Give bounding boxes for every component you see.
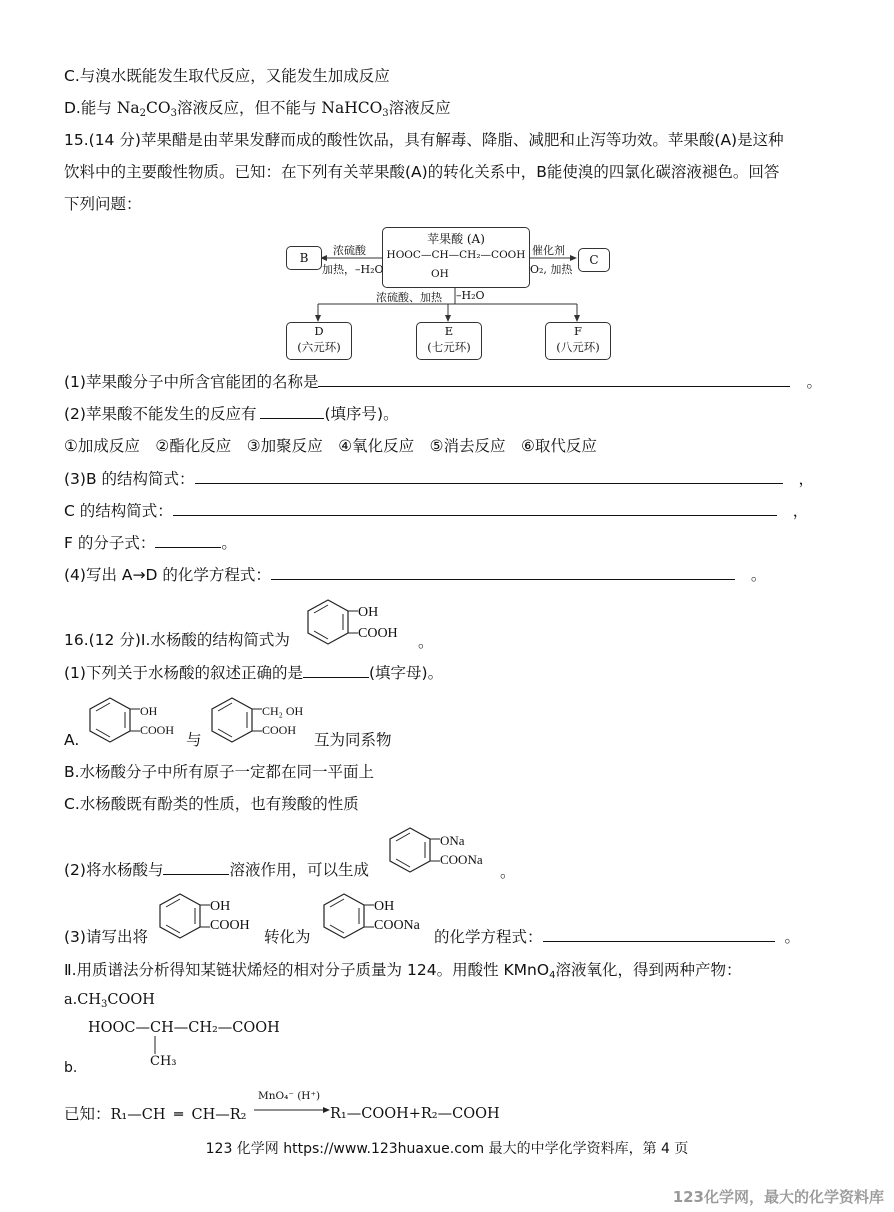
mol-oh: OH — [210, 899, 231, 914]
answer-blank[interactable] — [318, 372, 790, 387]
q15-stem-line2: 饮料中的主要酸性物质。已知：在下列有关苹果酸(A)的转化关系中，B能使溴的四氯化碳溶液褪色。回答 — [64, 163, 780, 181]
text: COOH — [107, 992, 155, 1008]
cond-mid-left: 浓硫酸、加热 — [376, 291, 442, 304]
answer-blank[interactable] — [173, 501, 777, 516]
text: (填序号)。 — [324, 405, 399, 423]
watermark: 123化学网，最大的化学资料库 — [672, 1188, 884, 1206]
q15-part3-c — [64, 501, 808, 521]
compound-c-box — [578, 248, 610, 272]
mol-cooh: COOH — [140, 723, 175, 737]
mol-cooh: COOH — [262, 723, 297, 737]
text: ， — [798, 470, 815, 488]
product-b-formula: HOOC—CH—CH₂—COOH — [88, 1020, 280, 1036]
text: 溶液反应，但不能与 — [176, 99, 317, 117]
text: (4)写出 A→D 的化学方程式： — [64, 566, 271, 584]
formula-part: Na — [116, 99, 140, 117]
text: 。 — [806, 373, 822, 391]
known-reaction: 已知：R₁—CH ═ CH—R₂ — [64, 1105, 247, 1123]
formula-part: CO — [146, 99, 171, 117]
mol-cooh: COOH — [358, 626, 398, 641]
q15-part2-options: ①加成反应 ②酯化反应 ③加聚反应 ④氧化反应 ⑤消去反应 ⑥取代反应 — [64, 437, 597, 455]
text: 的化学方程式： — [434, 928, 543, 946]
part3-mol1-ring — [156, 892, 212, 942]
diagram-lines — [0, 0, 894, 370]
option-a-mol2-ring — [208, 696, 264, 746]
salicylic-acid-ring — [304, 598, 360, 648]
text: (2)将水杨酸与 — [64, 861, 164, 879]
cond-b-bottom: 加热，–H₂O — [322, 263, 384, 276]
q16-part3: (3)请写出将 — [64, 928, 148, 946]
q15-part1 — [64, 372, 822, 392]
compound-c-label: C — [589, 253, 599, 267]
text: 。 — [221, 534, 237, 552]
formula-part: NaHCO — [321, 99, 383, 117]
reaction-products: R₁—COOH+R₂—COOH — [330, 1106, 500, 1122]
q15-stem-line3: 下列问题： — [64, 195, 142, 213]
answer-blank[interactable] — [195, 469, 783, 484]
cond-c-top: 催化剂 — [532, 244, 565, 257]
q16-part3-mid: 转化为 — [264, 928, 311, 946]
q16-stem — [64, 630, 290, 650]
answer-blank[interactable] — [163, 860, 229, 875]
reaction-arrow — [252, 1104, 332, 1116]
q16-option-a-mid: 与 — [186, 731, 202, 749]
cond-mid-right: –H₂O — [456, 289, 485, 302]
mol-ona: ONa — [440, 833, 465, 848]
compound-a-title: 苹果酸 (A) — [427, 232, 485, 246]
option-a-mol1-ring — [86, 696, 142, 746]
product-b-ch3: CH₃ — [150, 1054, 177, 1069]
compound-b-box — [286, 246, 322, 270]
compound-f-sub: (八元环) — [556, 340, 600, 354]
compound-a-box — [382, 227, 530, 288]
q16-part1 — [64, 663, 443, 683]
text: ， — [792, 502, 809, 520]
text: 。 — [784, 928, 801, 946]
q16-option-a-end: 互为同系物 — [314, 731, 392, 749]
text: (1)苹果酸分子中所含官能团的名称是 — [64, 373, 319, 391]
part3-mol2-ring — [320, 892, 376, 942]
mol-ch2oh: CH₂ OH — [262, 704, 304, 718]
compound-b-label: B — [299, 251, 309, 265]
text: (2)苹果酸不能发生的反应有 — [64, 405, 257, 423]
answer-blank[interactable] — [260, 404, 324, 419]
q16-part-ii — [64, 960, 741, 980]
page-footer: 123 化学网 https://www.123huaxue.com 最大的中学化学资料库，第 4 页 — [205, 1141, 689, 1157]
q16-part2-end: 。 — [500, 863, 516, 881]
mol-oh: OH — [358, 605, 379, 620]
text: R₁—CH — [110, 1107, 166, 1123]
text: 已知： — [64, 1105, 111, 1123]
reaction-condition: MnO₄⁻ (H⁺) — [258, 1090, 321, 1102]
answer-blank[interactable] — [271, 565, 735, 580]
subscript: 3 — [101, 999, 108, 1010]
text: D.能与 — [64, 99, 112, 117]
compound-e-label: E — [444, 324, 454, 338]
subscript: 2 — [139, 108, 146, 119]
q16-part2 — [64, 860, 369, 880]
q16-part3-tail — [434, 927, 800, 947]
text: (填字母)。 — [368, 664, 444, 682]
text: (1)下列关于水杨酸的叙述正确的是 — [64, 664, 303, 682]
text: F 的分子式： — [64, 534, 156, 552]
mol-coona: COONa — [440, 852, 483, 867]
q15-part4 — [64, 565, 766, 585]
text: 溶液作用，可以生成 — [229, 861, 369, 879]
mol-cooh: COOH — [210, 918, 250, 933]
compound-a-formula: HOOC—CH—CH₂—COOH — [386, 249, 526, 261]
q15-part3-b — [64, 469, 814, 489]
product-a — [64, 990, 155, 1010]
text: a.CH — [64, 992, 101, 1008]
text: CH—R₂ — [191, 1107, 247, 1123]
q16-stem-end: 。 — [418, 633, 434, 651]
subscript: 3 — [170, 108, 177, 119]
compound-d-label: D — [314, 324, 324, 338]
text: 16.(12 分)Ⅰ.水杨酸的结构简式为 — [64, 631, 290, 649]
q15-stem-line1: 15.(14 分)苹果醋是由苹果发酵而成的酸性饮品，具有解毒、降脂、减肥和止泻等功效。苹果酸(A)是这种 — [64, 131, 784, 149]
mol-coona: COONa — [374, 918, 420, 933]
text: (3)B 的结构简式： — [64, 470, 195, 488]
text: 溶液氧化，得到两种产物： — [555, 961, 742, 979]
text: 溶液反应 — [388, 99, 451, 117]
text: Ⅱ.用质谱法分析得知某链状烯烃的相对分子质量为 124。用酸性 KMnO — [64, 961, 550, 979]
subscript: 4 — [549, 970, 556, 981]
q15-part2 — [64, 404, 399, 424]
compound-f-label: F — [574, 324, 582, 338]
cond-c-bottom: O₂, 加热 — [530, 263, 573, 276]
mol-oh: OH — [374, 899, 395, 914]
q16-option-a: A. — [64, 731, 80, 749]
subscript: 3 — [382, 108, 389, 119]
compound-a-oh: OH — [431, 268, 449, 280]
q16-option-c: C.水杨酸既有酚类的性质，也有羧酸的性质 — [64, 795, 359, 813]
answer-blank[interactable] — [543, 927, 775, 942]
q16-option-b: B.水杨酸分子中所有原子一定都在同一平面上 — [64, 763, 375, 781]
compound-e-sub: (七元环) — [427, 340, 471, 354]
mol-oh: OH — [140, 704, 158, 718]
compound-f-box — [545, 322, 611, 360]
q15-part3-f — [64, 533, 237, 553]
compound-d-sub: (六元环) — [297, 340, 341, 354]
q14-option-c: C.与溴水既能发生取代反应，又能发生加成反应 — [64, 67, 390, 85]
answer-blank[interactable] — [155, 533, 221, 548]
compound-d-box — [286, 322, 352, 360]
text: C 的结构简式： — [64, 502, 173, 520]
compound-e-box — [416, 322, 482, 360]
text: 。 — [750, 566, 767, 584]
product-b-label: b. — [64, 1060, 78, 1076]
cond-b-top: 浓硫酸 — [333, 244, 366, 257]
sodium-salt-ring — [386, 826, 442, 876]
answer-blank[interactable] — [303, 663, 369, 678]
